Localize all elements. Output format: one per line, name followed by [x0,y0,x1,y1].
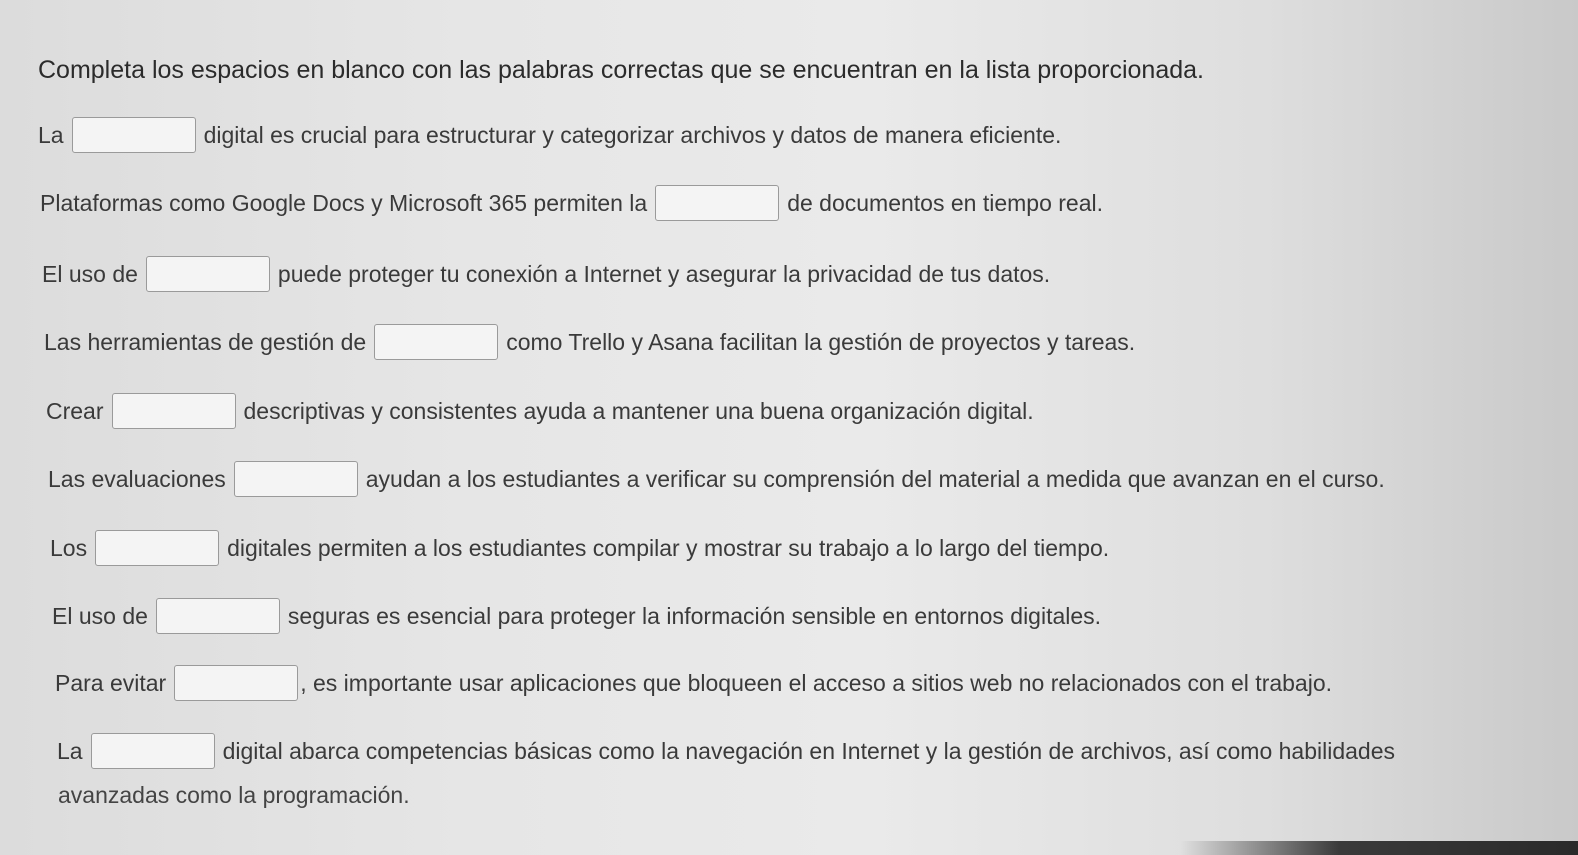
question-10 [57,733,1395,769]
question-9 [55,665,1332,701]
question-3 [42,256,1050,292]
question-8 [52,598,1101,634]
question-1-after: digital es crucial para estructurar y categorizar archivos y datos de manera eficiente. [203,121,1062,148]
question-8-blank-input[interactable] [156,598,280,634]
question-3-blank-input[interactable] [146,256,270,292]
question-8-before: El uso de [52,602,148,629]
question-1 [38,117,1061,153]
question-5 [46,393,1034,429]
question-5-after: descriptivas y consistentes ayuda a mantener una buena organización digital. [243,397,1034,424]
monitor-bezel-edge [1180,841,1578,855]
question-7 [50,530,1109,566]
question-2-after: de documentos en tiempo real. [787,189,1104,216]
question-8-after: seguras es esencial para proteger la información sensible en entornos digitales. [287,602,1102,629]
question-5-before: Crear [46,397,104,424]
question-6 [48,461,1385,497]
question-10-after: digital abarca competencias básicas como la navegación en Internet y la gestión de archivos, así como habilidades [222,737,1395,764]
question-9-before: Para evitar [55,669,167,696]
instruction-text: Completa los espacios en blanco con las palabras correctas que se encuentran en la lista proporcionada. [38,56,1204,84]
question-10-blank-input[interactable] [91,733,215,769]
question-7-before: Los [50,534,88,561]
question-2-before: Plataformas como Google Docs y Microsoft 365 permiten la [40,189,648,216]
question-6-before: Las evaluaciones [48,465,226,492]
question-2 [40,185,1103,221]
question-10-before: La [57,737,83,764]
question-5-blank-input[interactable] [112,393,236,429]
question-4 [44,324,1135,360]
question-4-blank-input[interactable] [374,324,498,360]
question-1-blank-input[interactable] [72,117,196,153]
question-4-before: Las herramientas de gestión de [44,328,367,355]
question-10-continuation: avanzadas como la programación. [58,782,410,808]
question-3-after: puede proteger tu conexión a Internet y asegurar la privacidad de tus datos. [277,260,1051,287]
question-1-before: La [38,121,64,148]
question-7-after: digitales permiten a los estudiantes compilar y mostrar su trabajo a lo largo del tiempo. [227,534,1110,561]
question-2-blank-input[interactable] [655,185,779,221]
question-6-blank-input[interactable] [234,461,358,497]
question-4-after: como Trello y Asana facilitan la gestión de proyectos y tareas. [506,328,1136,355]
question-6-after: ayudan a los estudiantes a verificar su comprensión del material a medida que avanzan en el curso. [365,465,1385,492]
question-3-before: El uso de [42,260,138,287]
question-9-blank-input[interactable] [174,665,298,701]
question-7-blank-input[interactable] [95,530,219,566]
question-9-after: , es importante usar aplicaciones que bloqueen el acceso a sitios web no relacionados con el trabajo. [300,669,1333,696]
